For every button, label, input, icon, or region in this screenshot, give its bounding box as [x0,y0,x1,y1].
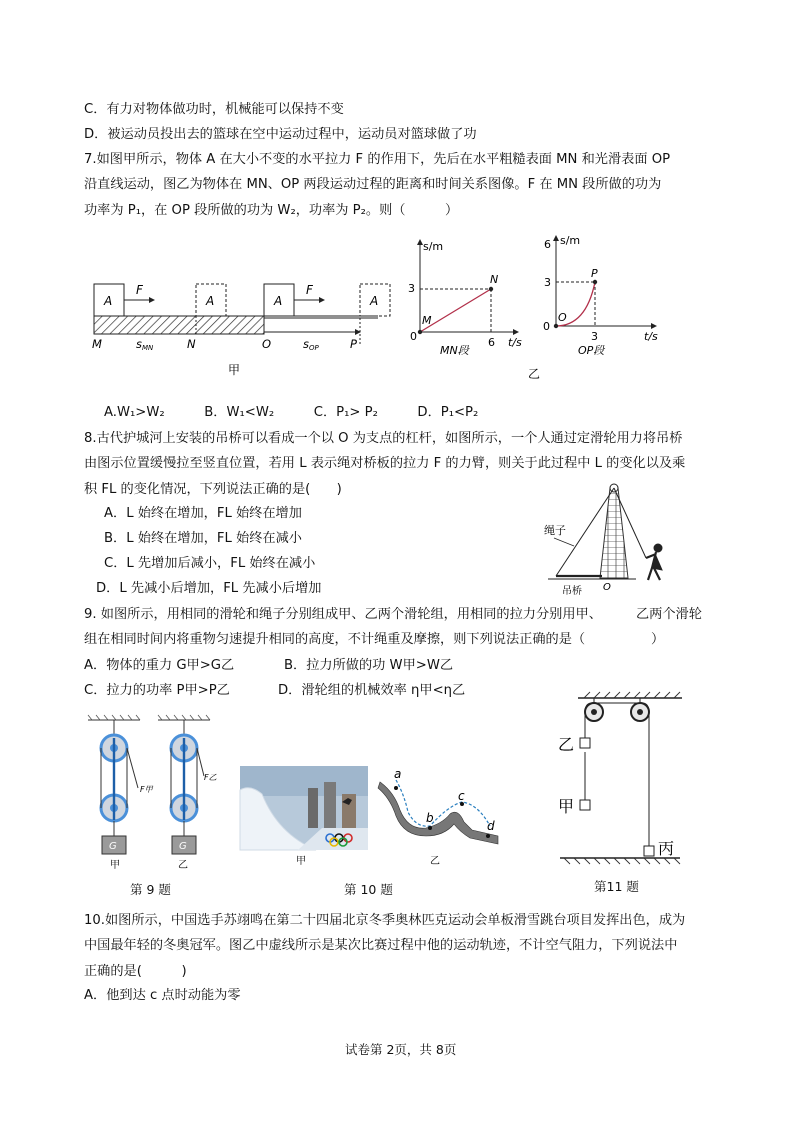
q7-stem-3: 功率为 P₁，在 OP 段所做的功为 W₂，功率为 P₂。则（ ） [84,203,459,218]
q8-option-b: B．L 始终在增加，FL 始终在减小 [104,531,302,546]
q8-stem-2: 由图示位置缓慢拉至竖直位置，若用 L 表示绳对桥板的拉力 F 的力臂，则关于此过程中 L 的变化以及乘 [84,456,686,471]
block-label-dashed: A [206,294,215,308]
q10-option-a: A．他到达 c 点时动能为零 [84,988,241,1003]
q9-option-a: A．物体的重力 G甲>G乙 [84,658,235,673]
point-o: O [262,337,272,351]
slope [378,782,498,844]
label-jia: 甲 [558,797,575,816]
label-yi: 乙 [558,735,575,754]
point-d: d [487,819,495,833]
bridge-label: 吊桥 [562,586,582,597]
point-n: N [187,337,196,351]
weight-g-label-yi: G [179,841,187,852]
point-c: c [458,789,465,803]
q8-option-d: D．L 先减小后增加，FL 先减小后增加 [96,581,322,596]
q9-pulley-figure [86,714,226,874]
fig11-caption: 第11 题 [594,879,639,894]
point-p: P [350,337,357,351]
fig10-caption: 第 10 题 [344,882,393,897]
q10-figure [238,764,508,872]
label-bing: 丙 [658,839,675,858]
q9-option-b: B．拉力所做的功 W甲>W乙 [284,658,454,673]
block-bing [644,846,654,856]
point-m: M [92,337,102,351]
q8-drawbridge-figure [540,476,680,600]
op-tick-6: 6 [544,238,551,251]
trajectory-dashed [396,780,490,826]
mn-point-n: N [490,273,499,286]
q6-option-c: C．有力对物体做功时，机械能可以保持不变 [84,102,344,117]
q8-stem-3: 积 FL 的变化情况，下列说法正确的是( ) [84,482,342,497]
op-tick-3x: 3 [591,330,598,343]
q9-stem-2: 组在相同时间内将重物匀速提升相同的高度，不计绳重及摩擦，则下列说法正确的是（ ） [84,632,665,647]
q8-option-a: A．L 始终在增加，FL 始终在增加 [104,506,302,521]
s-mn-label: sMN [136,337,154,352]
mn-point-m: M [422,314,432,327]
q6-option-d: D．被运动员投出去的篮球在空中运动过程中，运动员对篮球做了功 [84,127,477,142]
force-label-op: F [306,283,313,297]
q7-stem-1: 7.如图甲所示，物体 A 在大小不变的水平拉力 F 的作用下，先后在水平粗糙表面 MN 和光滑表面 OP [84,152,671,167]
block-yi [580,738,590,748]
q7-figure [88,228,668,380]
fig7-label-yi: 乙 [528,367,541,380]
mn-tick-6: 6 [488,336,495,349]
q8-stem-1: 8.古代护城河上安装的吊桥可以看成一个以 O 为支点的杠杆，如图所示，一个人通过定滑轮用力将吊桥 [84,431,683,446]
fig7-label-jia: 甲 [228,363,241,377]
pulley-jia-label: 甲 [110,860,120,871]
pulley-yi-label: 乙 [178,860,188,871]
q7-stem-2: 沿直线运动，图乙为物体在 MN、OP 两段运动过程的距离和时间关系图像。F 在 MN 段所做的功为 [84,177,662,192]
block-jia [580,800,590,810]
mn-x-axis-label: t/s [508,336,522,349]
mn-y-axis-label: s/m [423,240,444,253]
q9-stem-1: 9. 如图所示，用相同的滑轮和绳子分别组成甲、乙两个滑轮组，用相同的拉力分别用甲、 [84,607,602,622]
force-f-jia-label: F甲 [140,785,153,794]
tower [600,488,628,578]
fig9-caption: 第 9 题 [130,882,171,897]
q8-option-c: C．L 先增加后减小，FL 始终在减小 [104,556,316,571]
op-y-axis-label: s/m [560,234,581,247]
force-f-yi-label: F乙 [204,773,217,782]
op-point-p: P [591,267,598,280]
person-icon [646,544,662,580]
rope-label: 绳子 [544,524,566,537]
force-label: F [136,283,143,297]
mn-graph-title: MN段 [440,344,469,357]
op-origin: 0 [543,320,550,333]
point-b: b [426,811,434,825]
op-tick-3: 3 [544,276,551,289]
block-label-op-dashed: A [370,294,379,308]
op-x-axis-label: t/s [644,330,658,343]
q9-option-d: D．滑轮组的机械效率 η甲<η乙 [278,683,466,698]
rough-surface [94,316,264,334]
op-point-o: O [558,311,567,324]
block-label-op: A [274,294,283,308]
q10-stem-3: 正确的是( ) [84,964,187,979]
point-a: a [394,767,402,781]
q10-stem-2: 中国最年轻的冬奥冠军。图乙中虚线所示是某次比赛过程中他的运动轨迹，不计空气阻力，下列说法中 [84,938,678,953]
q10-stem-1: 10.如图所示，中国选手苏翊鸣在第二十四届北京冬季奥林匹克运动会单板滑雪跳台项目发挥出色，成为 [84,913,686,928]
q7-options: A.W₁>W₂ B．W₁<W₂ C．P₁> P₂ D．P₁<P₂ [104,405,479,420]
q11-figure [556,688,696,868]
trajectory-yi-label: 乙 [430,856,440,867]
block-label: A [104,294,113,308]
op-graph-title: OP段 [578,344,605,357]
mn-tick-3: 3 [408,282,415,295]
page-footer: 试卷第 2页，共 8页 [345,1042,457,1057]
mn-origin: 0 [410,330,417,343]
s-op-label: sOP [303,337,319,352]
pivot-o-label: O [603,582,611,593]
weight-g-label: G [109,841,117,852]
q9-option-c: C．拉力的功率 P甲>P乙 [84,683,230,698]
q9-stem-1b: 乙两个滑轮 [636,607,702,622]
photo-jia-label: 甲 [296,856,306,867]
